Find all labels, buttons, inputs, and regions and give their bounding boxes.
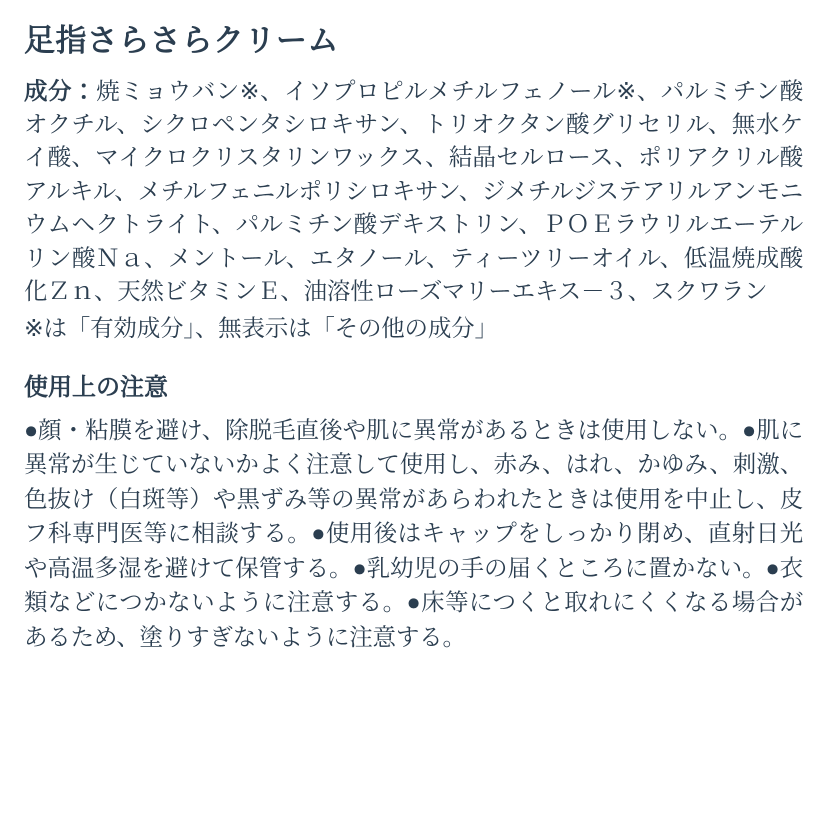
cautions-heading: 使用上の注意	[24, 373, 168, 401]
cautions-text: ●顔・粘膜を避け、除脱毛直後や肌に異常があるときは使用しない。●肌に異常が生じていないかよく注意して使用し、赤み、はれ、かゆみ、刺激、色抜け（白斑等）や黒ずみ等の異常があらわれたときは使用を中止し、皮フ科専門医等に相談する。●使用後はキャップをしっかり閉め、直射日光や高温多湿を避けて保管する。●乳幼児の手の届くところに置かない。●衣類などにつかないように注意する。●床等につくと取れにくくなる場合があるため、塗りすぎないように注意する。	[24, 416, 803, 650]
ingredients-label: 成分：	[24, 77, 97, 104]
ingredients-footnote: ※は「有効成分」、無表示は「その他の成分」	[24, 315, 498, 342]
ingredients-paragraph	[24, 75, 803, 309]
page-title: 足指さらさらクリーム	[24, 23, 339, 58]
ingredients-text: 焼ミョウバン※、イソプロピルメチルフェノール※、パルミチン酸オクチル、シクロペンタシロキサン、トリオクタン酸グリセリル、無水ケイ酸、マイクロクリスタリンワックス、結晶セルロース、ポリアクリル酸アルキル、メチルフェニルポリシロキサン、ジメチルジステアリルアンモニウムヘクトライト、パルミチン酸デキストリン、ＰＯＥラウリルエーテルリン酸Ｎａ、メントール、エタノール、ティーツリーオイル、低温焼成酸化Ｚｎ、天然ビタミンＥ、油溶性ローズマリーエキス－３、スクワラン	[24, 77, 803, 304]
bottom-whitespace	[24, 655, 803, 805]
